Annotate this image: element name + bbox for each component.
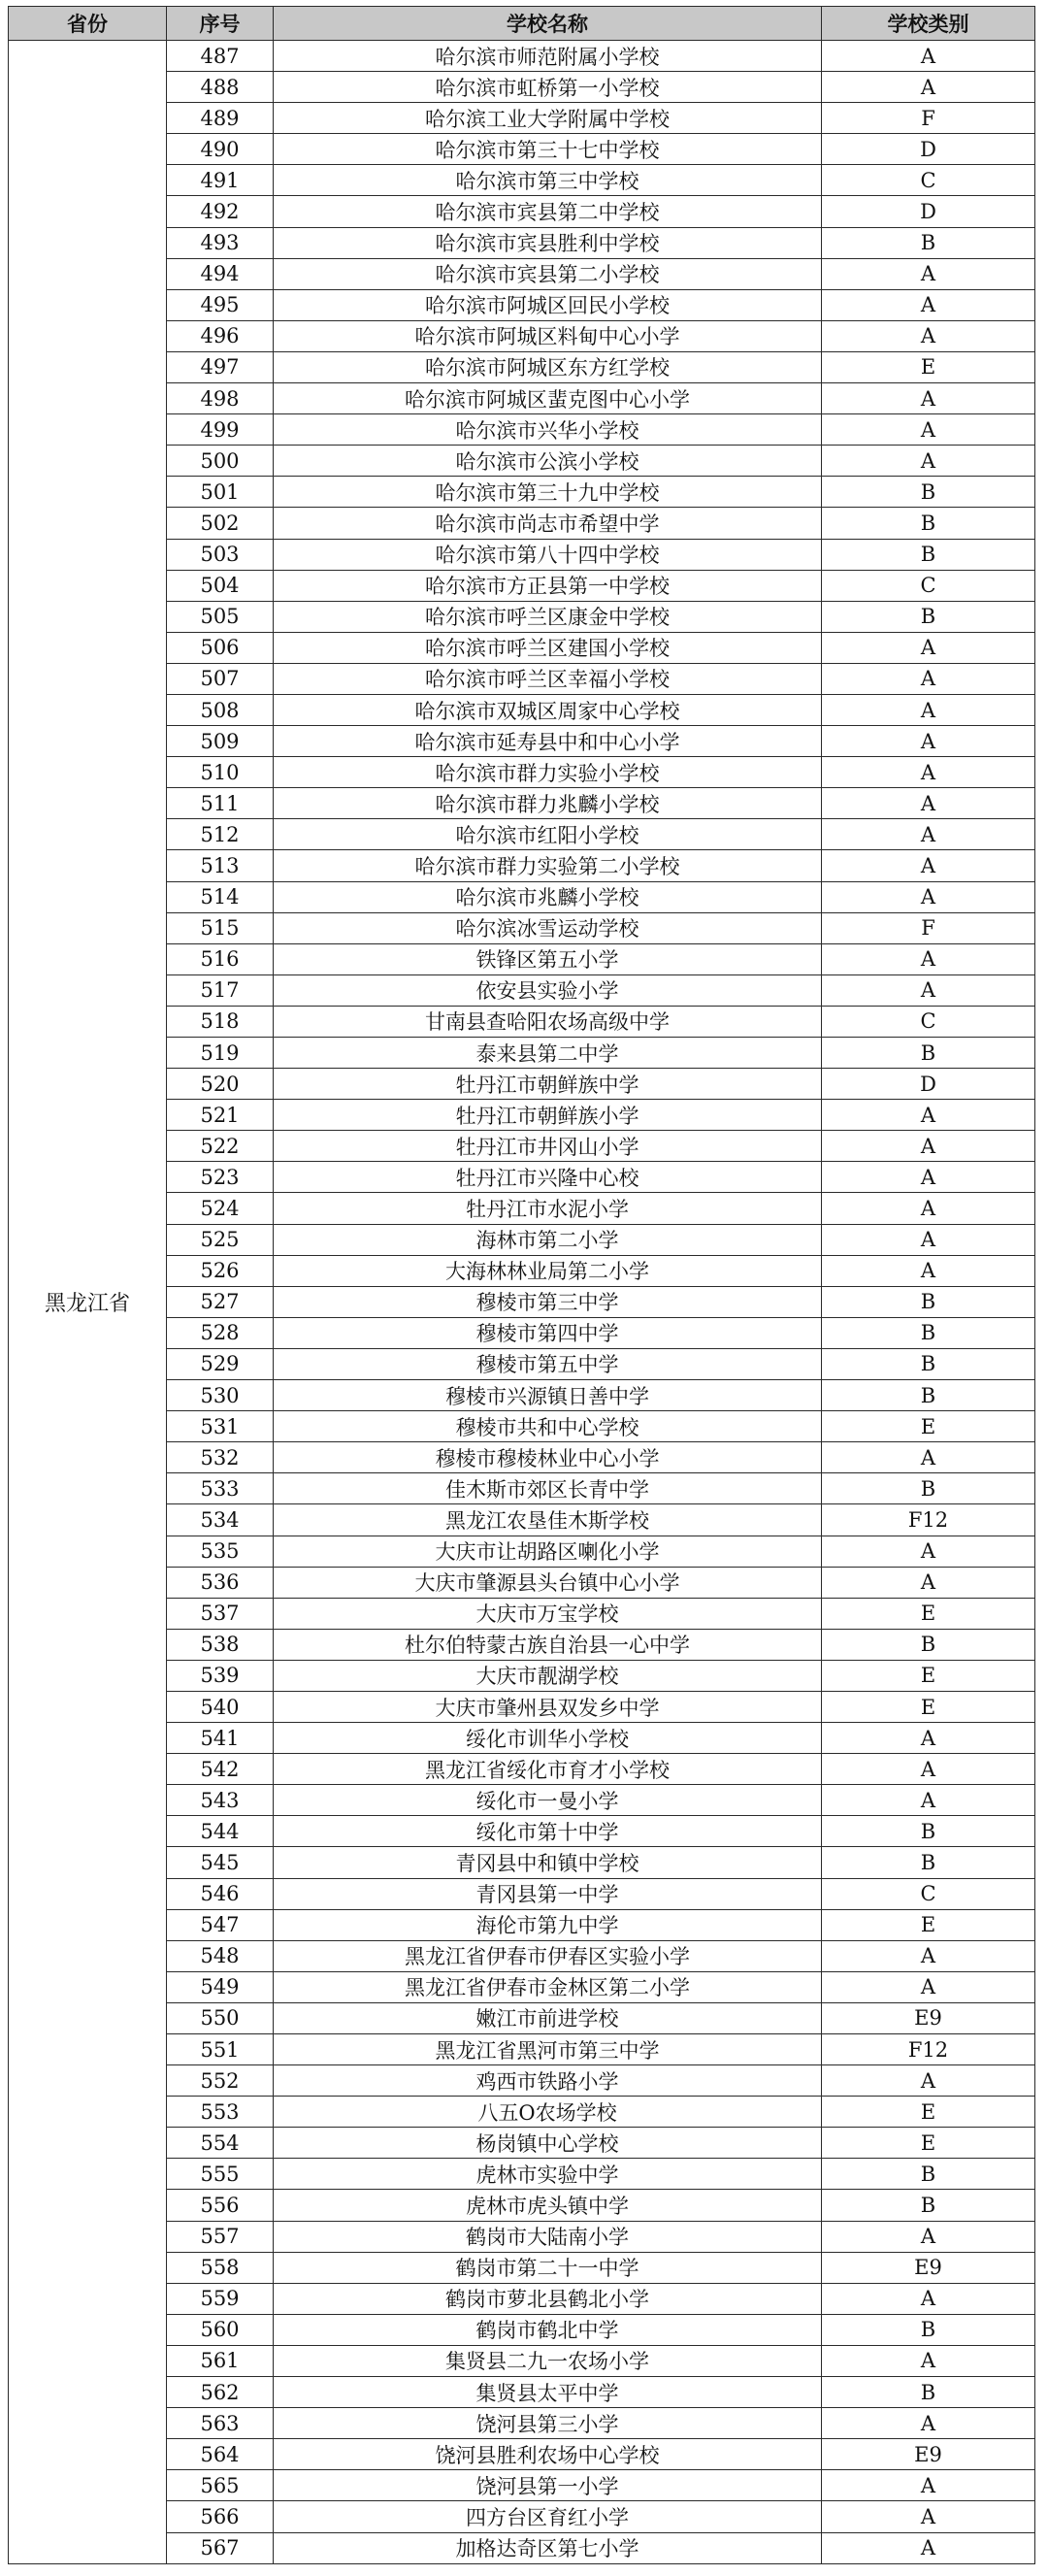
category-cell: A bbox=[822, 726, 1035, 757]
number-cell: 501 bbox=[167, 477, 274, 508]
category-cell: A bbox=[822, 943, 1035, 974]
school-name-cell: 青冈县第一中学 bbox=[274, 1878, 822, 1909]
category-cell: B bbox=[822, 1473, 1035, 1504]
school-name-cell: 哈尔滨市阿城区料甸中心小学 bbox=[274, 320, 822, 351]
category-cell: A bbox=[822, 2345, 1035, 2376]
number-cell: 520 bbox=[167, 1069, 274, 1100]
number-cell: 532 bbox=[167, 1442, 274, 1473]
category-cell: B bbox=[822, 1317, 1035, 1348]
school-table bbox=[8, 6, 1035, 2564]
category-cell: A bbox=[822, 694, 1035, 725]
school-name-cell: 饶河县胜利农场中心学校 bbox=[274, 2439, 822, 2470]
school-name-cell: 哈尔滨市宾县胜利中学校 bbox=[274, 227, 822, 258]
category-cell: A bbox=[822, 320, 1035, 351]
number-cell: 531 bbox=[167, 1411, 274, 1442]
number-cell: 502 bbox=[167, 508, 274, 539]
category-cell: A bbox=[822, 289, 1035, 320]
category-cell: E bbox=[822, 1411, 1035, 1442]
school-name-cell: 四方台区育红小学 bbox=[274, 2501, 822, 2532]
category-cell: A bbox=[822, 414, 1035, 446]
number-cell: 496 bbox=[167, 320, 274, 351]
category-cell: B bbox=[822, 1816, 1035, 1847]
number-cell: 518 bbox=[167, 1006, 274, 1037]
school-name-cell: 哈尔滨市阿城区蜚克图中心小学 bbox=[274, 383, 822, 414]
number-cell: 539 bbox=[167, 1660, 274, 1691]
school-name-cell: 哈尔滨市宾县第二小学校 bbox=[274, 258, 822, 289]
school-name-cell: 大庆市让胡路区喇化小学 bbox=[274, 1536, 822, 1567]
school-name-cell: 穆棱市第五中学 bbox=[274, 1348, 822, 1379]
school-name-cell: 哈尔滨市呼兰区建国小学校 bbox=[274, 632, 822, 663]
number-cell: 529 bbox=[167, 1348, 274, 1379]
category-cell: A bbox=[822, 41, 1035, 72]
number-cell: 515 bbox=[167, 912, 274, 943]
number-cell: 510 bbox=[167, 757, 274, 788]
category-cell: A bbox=[822, 2065, 1035, 2097]
school-name-cell: 绥化市第十中学 bbox=[274, 1816, 822, 1847]
category-cell: C bbox=[822, 570, 1035, 601]
number-cell: 559 bbox=[167, 2283, 274, 2314]
school-name-cell: 哈尔滨市第三十七中学校 bbox=[274, 134, 822, 165]
category-cell: A bbox=[822, 1785, 1035, 1816]
school-name-cell: 哈尔滨市呼兰区幸福小学校 bbox=[274, 663, 822, 694]
number-cell: 536 bbox=[167, 1567, 274, 1598]
number-cell: 491 bbox=[167, 165, 274, 196]
number-cell: 492 bbox=[167, 196, 274, 227]
category-cell: A bbox=[822, 1536, 1035, 1567]
category-cell: A bbox=[822, 1940, 1035, 1971]
category-cell: A bbox=[822, 1442, 1035, 1473]
number-cell: 523 bbox=[167, 1162, 274, 1193]
category-cell: B bbox=[822, 508, 1035, 539]
number-cell: 544 bbox=[167, 1816, 274, 1847]
school-name-cell: 甘南县查哈阳农场高级中学 bbox=[274, 1006, 822, 1037]
number-cell: 562 bbox=[167, 2377, 274, 2408]
number-cell: 564 bbox=[167, 2439, 274, 2470]
category-cell: A bbox=[822, 1723, 1035, 1754]
category-cell: A bbox=[822, 2501, 1035, 2532]
category-cell: F bbox=[822, 912, 1035, 943]
category-cell: A bbox=[822, 1131, 1035, 1162]
category-cell: A bbox=[822, 2283, 1035, 2314]
category-cell: F12 bbox=[822, 1504, 1035, 1536]
category-cell: A bbox=[822, 850, 1035, 881]
school-name-cell: 饶河县第三小学 bbox=[274, 2408, 822, 2439]
category-cell: B bbox=[822, 2314, 1035, 2345]
school-table-container bbox=[8, 6, 1035, 2564]
school-name-cell: 哈尔滨市阿城区回民小学校 bbox=[274, 289, 822, 320]
school-name-cell: 佳木斯市郊区长青中学 bbox=[274, 1473, 822, 1504]
category-cell: A bbox=[822, 446, 1035, 477]
number-cell: 514 bbox=[167, 881, 274, 912]
number-cell: 512 bbox=[167, 819, 274, 850]
category-cell: B bbox=[822, 2377, 1035, 2408]
number-cell: 549 bbox=[167, 1971, 274, 2002]
school-name-cell: 哈尔滨市公滨小学校 bbox=[274, 446, 822, 477]
school-name-cell: 牡丹江市兴隆中心校 bbox=[274, 1162, 822, 1193]
category-cell: A bbox=[822, 974, 1035, 1006]
category-cell: A bbox=[822, 757, 1035, 788]
number-cell: 553 bbox=[167, 2097, 274, 2128]
school-name-cell: 哈尔滨市群力实验第二小学校 bbox=[274, 850, 822, 881]
category-cell: B bbox=[822, 1286, 1035, 1317]
number-cell: 556 bbox=[167, 2190, 274, 2221]
header-province: 省份 bbox=[9, 7, 167, 41]
school-name-cell: 大庆市靓湖学校 bbox=[274, 1660, 822, 1691]
category-cell: B bbox=[822, 1629, 1035, 1660]
school-name-cell: 哈尔滨市阿城区东方红学校 bbox=[274, 351, 822, 382]
number-cell: 493 bbox=[167, 227, 274, 258]
school-name-cell: 哈尔滨市宾县第二中学校 bbox=[274, 196, 822, 227]
number-cell: 500 bbox=[167, 446, 274, 477]
number-cell: 551 bbox=[167, 2034, 274, 2065]
number-cell: 550 bbox=[167, 2002, 274, 2033]
category-cell: F bbox=[822, 103, 1035, 134]
category-cell: A bbox=[822, 881, 1035, 912]
school-name-cell: 鹤岗市第二十一中学 bbox=[274, 2252, 822, 2283]
category-cell: C bbox=[822, 1006, 1035, 1037]
category-cell: A bbox=[822, 1193, 1035, 1224]
category-cell: E bbox=[822, 351, 1035, 382]
category-cell: B bbox=[822, 2190, 1035, 2221]
number-cell: 552 bbox=[167, 2065, 274, 2097]
school-name-cell: 牡丹江市朝鲜族小学 bbox=[274, 1100, 822, 1131]
school-name-cell: 杜尔伯特蒙古族自治县一心中学 bbox=[274, 1629, 822, 1660]
number-cell: 516 bbox=[167, 943, 274, 974]
number-cell: 555 bbox=[167, 2159, 274, 2190]
number-cell: 538 bbox=[167, 1629, 274, 1660]
school-name-cell: 穆棱市穆棱林业中心小学 bbox=[274, 1442, 822, 1473]
category-cell: A bbox=[822, 819, 1035, 850]
school-name-cell: 嫩江市前进学校 bbox=[274, 2002, 822, 2033]
school-name-cell: 大海林林业局第二小学 bbox=[274, 1255, 822, 1286]
category-cell: B bbox=[822, 1038, 1035, 1069]
number-cell: 498 bbox=[167, 383, 274, 414]
number-cell: 537 bbox=[167, 1598, 274, 1629]
number-cell: 535 bbox=[167, 1536, 274, 1567]
school-name-cell: 牡丹江市朝鲜族中学 bbox=[274, 1069, 822, 1100]
category-cell: C bbox=[822, 165, 1035, 196]
school-name-cell: 哈尔滨市虹桥第一小学校 bbox=[274, 72, 822, 103]
number-cell: 504 bbox=[167, 570, 274, 601]
category-cell: E bbox=[822, 1660, 1035, 1691]
category-cell: E bbox=[822, 2097, 1035, 2128]
school-name-cell: 牡丹江市水泥小学 bbox=[274, 1193, 822, 1224]
school-name-cell: 哈尔滨冰雪运动学校 bbox=[274, 912, 822, 943]
category-cell: A bbox=[822, 2532, 1035, 2563]
category-cell: A bbox=[822, 1224, 1035, 1255]
category-cell: D bbox=[822, 196, 1035, 227]
school-name-cell: 海伦市第九中学 bbox=[274, 1909, 822, 1940]
category-cell: A bbox=[822, 1255, 1035, 1286]
table-row bbox=[9, 41, 1035, 72]
number-cell: 530 bbox=[167, 1380, 274, 1411]
school-name-cell: 大庆市肇州县双发乡中学 bbox=[274, 1691, 822, 1722]
number-cell: 548 bbox=[167, 1940, 274, 1971]
school-name-cell: 杨岗镇中心学校 bbox=[274, 2128, 822, 2159]
category-cell: E bbox=[822, 2128, 1035, 2159]
category-cell: B bbox=[822, 539, 1035, 570]
number-cell: 546 bbox=[167, 1878, 274, 1909]
number-cell: 521 bbox=[167, 1100, 274, 1131]
category-cell: B bbox=[822, 1348, 1035, 1379]
number-cell: 488 bbox=[167, 72, 274, 103]
school-name-cell: 青冈县中和镇中学校 bbox=[274, 1847, 822, 1878]
category-cell: A bbox=[822, 72, 1035, 103]
number-cell: 563 bbox=[167, 2408, 274, 2439]
category-cell: A bbox=[822, 1100, 1035, 1131]
school-name-cell: 海林市第二小学 bbox=[274, 1224, 822, 1255]
number-cell: 497 bbox=[167, 351, 274, 382]
category-cell: B bbox=[822, 1847, 1035, 1878]
school-name-cell: 集贤县二九一农场小学 bbox=[274, 2345, 822, 2376]
category-cell: E bbox=[822, 1691, 1035, 1722]
category-cell: A bbox=[822, 1567, 1035, 1598]
number-cell: 487 bbox=[167, 41, 274, 72]
school-name-cell: 哈尔滨市兆麟小学校 bbox=[274, 881, 822, 912]
category-cell: D bbox=[822, 134, 1035, 165]
category-cell: E9 bbox=[822, 2002, 1035, 2033]
category-cell: A bbox=[822, 1754, 1035, 1785]
school-name-cell: 饶河县第一小学 bbox=[274, 2470, 822, 2501]
school-name-cell: 哈尔滨市第八十四中学校 bbox=[274, 539, 822, 570]
category-cell: E9 bbox=[822, 2439, 1035, 2470]
category-cell: D bbox=[822, 1069, 1035, 1100]
number-cell: 525 bbox=[167, 1224, 274, 1255]
category-cell: E bbox=[822, 1598, 1035, 1629]
category-cell: B bbox=[822, 477, 1035, 508]
school-name-cell: 鹤岗市大陆南小学 bbox=[274, 2221, 822, 2252]
category-cell: A bbox=[822, 2470, 1035, 2501]
number-cell: 528 bbox=[167, 1317, 274, 1348]
number-cell: 543 bbox=[167, 1785, 274, 1816]
number-cell: 541 bbox=[167, 1723, 274, 1754]
number-cell: 505 bbox=[167, 601, 274, 632]
school-name-cell: 哈尔滨市双城区周家中心学校 bbox=[274, 694, 822, 725]
category-cell: A bbox=[822, 1971, 1035, 2002]
number-cell: 540 bbox=[167, 1691, 274, 1722]
number-cell: 560 bbox=[167, 2314, 274, 2345]
category-cell: A bbox=[822, 383, 1035, 414]
category-cell: C bbox=[822, 1878, 1035, 1909]
header-row bbox=[9, 7, 1035, 41]
number-cell: 534 bbox=[167, 1504, 274, 1536]
number-cell: 527 bbox=[167, 1286, 274, 1317]
school-name-cell: 黑龙江农垦佳木斯学校 bbox=[274, 1504, 822, 1536]
school-name-cell: 大庆市肇源县头台镇中心小学 bbox=[274, 1567, 822, 1598]
number-cell: 517 bbox=[167, 974, 274, 1006]
school-name-cell: 哈尔滨市呼兰区康金中学校 bbox=[274, 601, 822, 632]
category-cell: A bbox=[822, 2408, 1035, 2439]
header-school-name: 学校名称 bbox=[274, 7, 822, 41]
category-cell: B bbox=[822, 601, 1035, 632]
number-cell: 506 bbox=[167, 632, 274, 663]
number-cell: 554 bbox=[167, 2128, 274, 2159]
number-cell: 513 bbox=[167, 850, 274, 881]
school-name-cell: 绥化市一曼小学 bbox=[274, 1785, 822, 1816]
school-name-cell: 哈尔滨市尚志市希望中学 bbox=[274, 508, 822, 539]
school-name-cell: 加格达奇区第七小学 bbox=[274, 2532, 822, 2563]
school-name-cell: 鸡西市铁路小学 bbox=[274, 2065, 822, 2097]
school-name-cell: 虎林市虎头镇中学 bbox=[274, 2190, 822, 2221]
school-name-cell: 黑龙江省绥化市育才小学校 bbox=[274, 1754, 822, 1785]
number-cell: 557 bbox=[167, 2221, 274, 2252]
category-cell: B bbox=[822, 227, 1035, 258]
school-name-cell: 牡丹江市井冈山小学 bbox=[274, 1131, 822, 1162]
school-name-cell: 铁锋区第五小学 bbox=[274, 943, 822, 974]
school-name-cell: 哈尔滨市群力实验小学校 bbox=[274, 757, 822, 788]
school-name-cell: 虎林市实验中学 bbox=[274, 2159, 822, 2190]
number-cell: 558 bbox=[167, 2252, 274, 2283]
school-name-cell: 黑龙江省黑河市第三中学 bbox=[274, 2034, 822, 2065]
school-name-cell: 集贤县太平中学 bbox=[274, 2377, 822, 2408]
number-cell: 489 bbox=[167, 103, 274, 134]
category-cell: B bbox=[822, 2159, 1035, 2190]
number-cell: 503 bbox=[167, 539, 274, 570]
number-cell: 494 bbox=[167, 258, 274, 289]
number-cell: 509 bbox=[167, 726, 274, 757]
category-cell: A bbox=[822, 258, 1035, 289]
school-name-cell: 穆棱市第三中学 bbox=[274, 1286, 822, 1317]
category-cell: F12 bbox=[822, 2034, 1035, 2065]
number-cell: 547 bbox=[167, 1909, 274, 1940]
number-cell: 495 bbox=[167, 289, 274, 320]
header-number: 序号 bbox=[167, 7, 274, 41]
header-category: 学校类别 bbox=[822, 7, 1035, 41]
number-cell: 522 bbox=[167, 1131, 274, 1162]
number-cell: 565 bbox=[167, 2470, 274, 2501]
category-cell: E bbox=[822, 1909, 1035, 1940]
number-cell: 545 bbox=[167, 1847, 274, 1878]
category-cell: B bbox=[822, 1380, 1035, 1411]
number-cell: 567 bbox=[167, 2532, 274, 2563]
school-name-cell: 穆棱市共和中心学校 bbox=[274, 1411, 822, 1442]
school-name-cell: 泰来县第二中学 bbox=[274, 1038, 822, 1069]
number-cell: 526 bbox=[167, 1255, 274, 1286]
number-cell: 533 bbox=[167, 1473, 274, 1504]
school-name-cell: 穆棱市第四中学 bbox=[274, 1317, 822, 1348]
number-cell: 507 bbox=[167, 663, 274, 694]
category-cell: A bbox=[822, 2221, 1035, 2252]
school-name-cell: 哈尔滨市第三中学校 bbox=[274, 165, 822, 196]
category-cell: A bbox=[822, 663, 1035, 694]
number-cell: 524 bbox=[167, 1193, 274, 1224]
school-name-cell: 哈尔滨市延寿县中和中心小学 bbox=[274, 726, 822, 757]
school-name-cell: 哈尔滨市方正县第一中学校 bbox=[274, 570, 822, 601]
school-name-cell: 黑龙江省伊春市伊春区实验小学 bbox=[274, 1940, 822, 1971]
school-name-cell: 鹤岗市萝北县鹤北小学 bbox=[274, 2283, 822, 2314]
number-cell: 519 bbox=[167, 1038, 274, 1069]
school-name-cell: 哈尔滨市师范附属小学校 bbox=[274, 41, 822, 72]
number-cell: 542 bbox=[167, 1754, 274, 1785]
school-name-cell: 哈尔滨工业大学附属中学校 bbox=[274, 103, 822, 134]
school-name-cell: 黑龙江省伊春市金林区第二小学 bbox=[274, 1971, 822, 2002]
number-cell: 566 bbox=[167, 2501, 274, 2532]
school-name-cell: 哈尔滨市群力兆麟小学校 bbox=[274, 788, 822, 819]
province-cell: 黑龙江省 bbox=[9, 41, 167, 2564]
school-name-cell: 哈尔滨市第三十九中学校 bbox=[274, 477, 822, 508]
school-name-cell: 八五O农场学校 bbox=[274, 2097, 822, 2128]
school-name-cell: 哈尔滨市兴华小学校 bbox=[274, 414, 822, 446]
number-cell: 508 bbox=[167, 694, 274, 725]
category-cell: E9 bbox=[822, 2252, 1035, 2283]
school-name-cell: 绥化市训华小学校 bbox=[274, 1723, 822, 1754]
number-cell: 561 bbox=[167, 2345, 274, 2376]
number-cell: 499 bbox=[167, 414, 274, 446]
category-cell: A bbox=[822, 788, 1035, 819]
school-name-cell: 大庆市万宝学校 bbox=[274, 1598, 822, 1629]
number-cell: 511 bbox=[167, 788, 274, 819]
number-cell: 490 bbox=[167, 134, 274, 165]
school-name-cell: 依安县实验小学 bbox=[274, 974, 822, 1006]
category-cell: A bbox=[822, 1162, 1035, 1193]
school-name-cell: 哈尔滨市红阳小学校 bbox=[274, 819, 822, 850]
school-name-cell: 穆棱市兴源镇日善中学 bbox=[274, 1380, 822, 1411]
category-cell: A bbox=[822, 632, 1035, 663]
school-name-cell: 鹤岗市鹤北中学 bbox=[274, 2314, 822, 2345]
table-body bbox=[9, 41, 1035, 2564]
